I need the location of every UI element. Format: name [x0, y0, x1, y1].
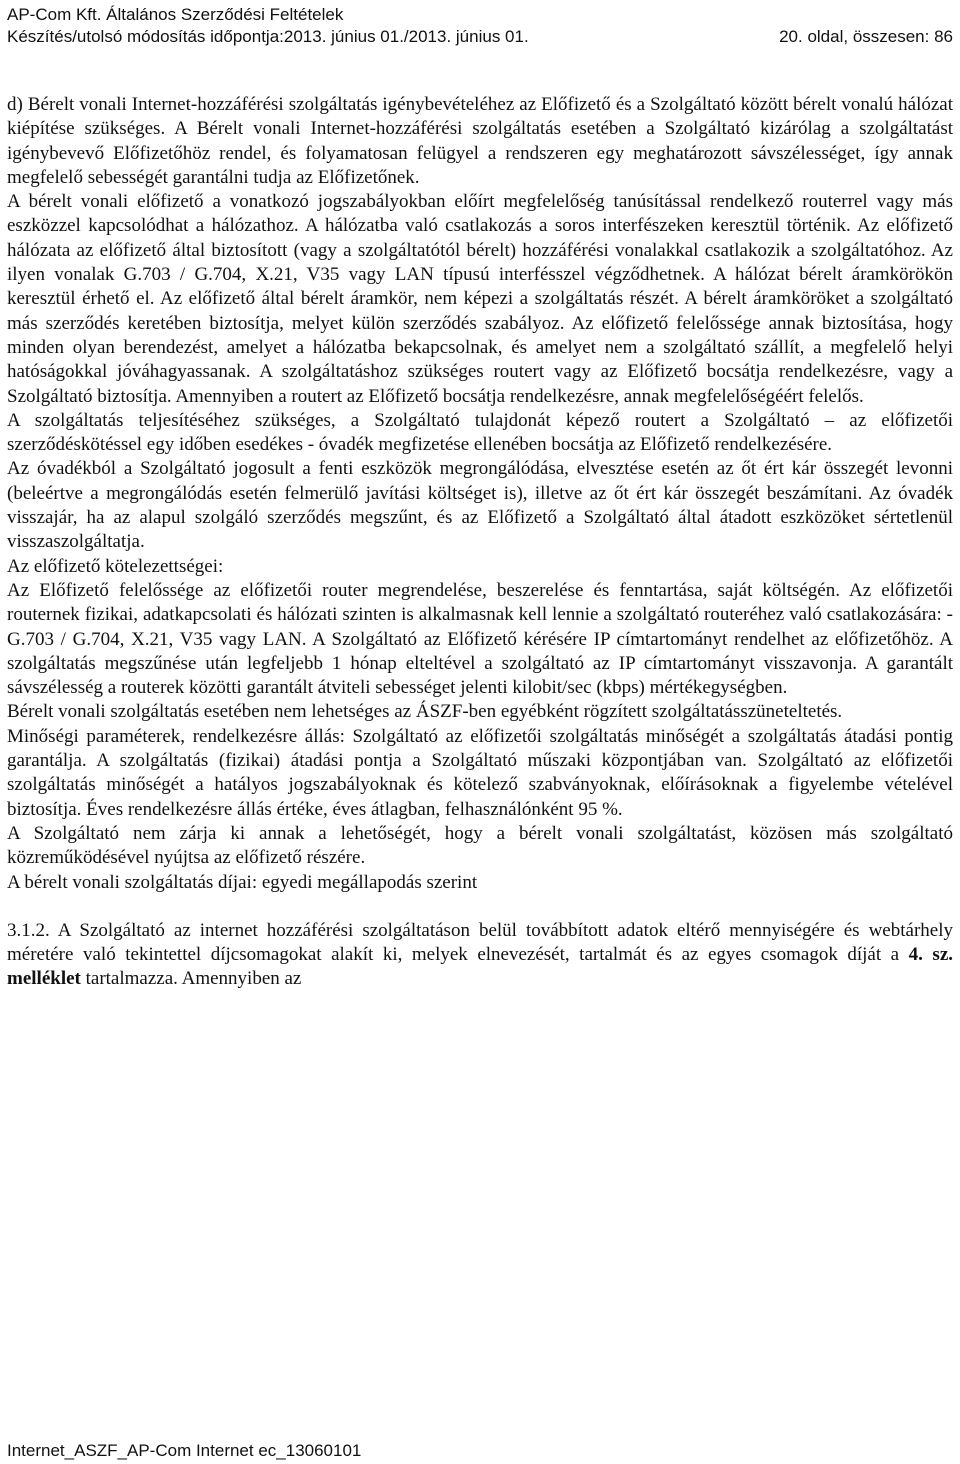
header-meta-row: [7, 26, 953, 48]
paragraph-suspension: Bérelt vonali szolgáltatás esetében nem lehetséges az ÁSZF-ben egyébként rögzített szolgáltatásszüneteltetés.: [7, 701, 843, 723]
paragraph-subscriber-obligations: Az Előfizető felelőssége az előfizetői router megrendelése, beszerelése és fenntartása, saját költségén. Az előfizetői routernek fizikai, adatkapcsolati és hálózati szinten is alkalmasnak kell lennie a szolgáltató routeréhez való csatlakozására: - G.703 / G.704, X.21, V35 vagy LAN. A Szolgáltató az Előfizető kérésére IP címtartományt rendelhet az előfizetőhöz. A szolgáltatás megszűnése után legfeljebb 1 hónap elteltével a szolgáltató az IP címtartományt visszavonja. A garantált sávszélesség a routerek közötti garantált átviteli sebességet jelenti kilobit/sec (kbps) mértékegységben.: [7, 579, 953, 699]
paragraph-obligations-heading: Az előfizető kötelezettségei:: [7, 555, 224, 577]
page-header: [7, 4, 953, 48]
paragraph-router-deposit: A szolgáltatás teljesítéséhez szükséges, a Szolgáltató tulajdonát képező routert a Szolgáltató – az előfizetői szerződéskötéssel egy időben esedékes - óvadék megfizetése ellenében bocsátja az Előfizető rendelkezésére.: [7, 409, 953, 456]
paragraph-deposit-terms: Az óvadékból a Szolgáltató jogosult a fenti eszközök megrongálódása, elvesztése esetén az őt ért kár összegét levonni (beleértve a megrongálódás esetén felmerülő javítási költséget is), illetve az őt ért kár összegét beszámítani. Az óvadék visszajár, ha az alapul szolgáló szerződés megszűnt, és az Előfizető a Szolgáltató által átadott eszközöket sértetlenül visszaszolgáltatja.: [7, 458, 953, 553]
section-text-end: tartalmazza. Amennyiben az: [80, 968, 302, 990]
paragraph-router-requirements: A bérelt vonali előfizető a vonatkozó jogszabályokban előírt megfelelőség tanúsítással rendelkező routerrel vagy más eszközzel kapcsolódhat a hálózathoz. A hálózatba való csatlakozás a soros interfészeken keresztül történik. Az előfizető hálózata az előfizető által biztosított (vagy a szolgáltatótól bérelt) hozzáférési vonalakkal csatlakozik a szolgáltatóhoz. Az ilyen vonalak G.703 / G.704, X.21, V35 vagy LAN típusú interfésszel végződhetnek. A hálózat bérelt áramkörökön keresztül érhető el. Az előfizető által bérelt áramkör, nem képezi a szolgáltatás részét. A bérelt áramköröket a szolgáltató más szerződés keretében biztosítja, melyet külön szerződés szabályoz. Az előfizető felelőssége annak biztosítása, hogy minden olyan berendezést, amelyet a hálózatba bekapcsolnak, és amelyet nem a szolgáltató szállít, a megfelelő helyi hatóságokkal jóváhagyassanak. A szolgáltatáshoz szükséges routert vagy az Előfizető bocsátja rendelkezésre, vagy a Szolgáltató biztosítja. Amennyiben a routert az Előfizető bocsátja rendelkezésre, annak megfelelőségéért felelős.: [7, 191, 953, 407]
company-title: AP-Com Kft. Általános Szerződési Feltételek: [7, 5, 344, 24]
page-footer: [7, 1441, 361, 1461]
paragraph-third-party: A Szolgáltató nem zárja ki annak a lehetőségét, hogy a bérelt vonali szolgáltatást, közösen más szolgáltató közreműködésével nyújtsa az előfizető részére.: [7, 822, 953, 869]
header-title-row: [7, 4, 953, 26]
document-dates: Készítés/utolsó módosítás időpontja:2013. június 01./2013. június 01.: [7, 27, 529, 46]
footer-document-id: Internet_ASZF_AP-Com Internet ec_13060101: [7, 1441, 362, 1460]
document-body: [7, 93, 953, 992]
page-info: 20. oldal, összesen: 86: [779, 27, 953, 46]
paragraph-section-3-1-2: [7, 919, 953, 992]
annex-reference: 4. sz. melléklet: [7, 944, 954, 990]
paragraph-quality-parameters: Minőségi paraméterek, rendelkezésre állás: Szolgáltató az előfizetői szolgáltatás minőségét a szolgáltatás átadási pontig garantálja. A szolgáltatás (fizikai) átadási pontja a Szolgáltató műszaki központjában van. Szolgáltató az előfizetői szolgáltatás minőségét a hatályos jogszabályoknak és kötelező szabványoknak, előírásoknak a figyelembe vételével biztosítja. Éves rendelkezésre állás értéke, éves átlagban, felhasználónként 95 %.: [7, 725, 953, 820]
paragraph-leased-line-intro: d) Bérelt vonali Internet-hozzáférési szolgáltatás igénybevételéhez az Előfizető és a Szolgáltató között bérelt vonalú hálózat kiépítése szükséges. A Bérelt vonali Internet-hozzáférési szolgáltatás esetében a Szolgáltató kizárólag a szolgáltatást igénybevevő Előfizetőhöz rendel, és folyamatosan felügyel a rendszeren egy meghatározott sávszélességet, így annak megfelelő sebességét garantálni tudja az Előfizetőnek.: [7, 94, 953, 188]
paragraph-fees: A bérelt vonali szolgáltatás díjai: egyedi megállapodás szerint: [7, 871, 478, 893]
section-text-start: 3.1.2. A Szolgáltató az internet hozzáférési szolgáltatáson belül továbbított adatok eltérő mennyiségére és webtárhely méretére való tekintettel díjcsomagokat alakít ki, melyek elnevezését, tartalmát és az egyes csomagok díját a: [7, 919, 953, 966]
